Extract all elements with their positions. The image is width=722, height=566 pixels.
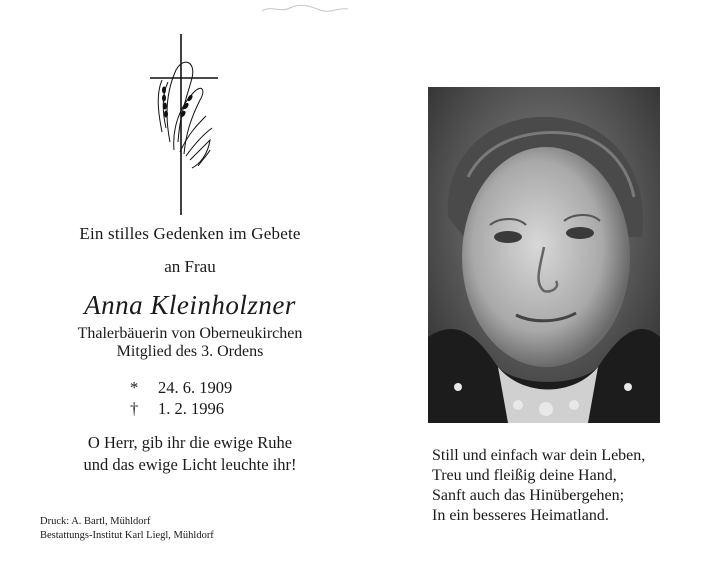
deceased-name: Anna Kleinholzner	[84, 290, 296, 320]
portrait-photo	[428, 87, 660, 423]
death-date: 1. 2. 1996	[158, 399, 224, 418]
prayer-line: und das ewige Licht leuchte ihr!	[83, 455, 297, 474]
poem	[432, 446, 645, 526]
poem-line: Sanft auch das Hinübergehen;	[432, 487, 625, 504]
birth-date: 24. 6. 1909	[158, 378, 233, 397]
death-cross-icon: †	[130, 399, 139, 418]
salutation: an Frau	[164, 257, 216, 276]
death-date-row	[130, 399, 270, 419]
birth-date-row	[130, 378, 270, 398]
poem-line: In ein besseres Heimatland.	[432, 507, 609, 524]
occupation: Thalerbäuerin von Oberneukirchen	[77, 325, 303, 342]
poem-line: Treu und fleißig deine Hand,	[432, 467, 617, 484]
poem-line: Still und einfach war dein Leben,	[432, 447, 646, 464]
cross-with-wheat-icon	[140, 32, 230, 217]
printer-credit: Druck: A. Bartl, Mühldorf	[40, 516, 151, 527]
birth-star-icon: *	[130, 378, 139, 397]
undertaker-credit: Bestattungs-Institut Karl Liegl, Mühldorf	[40, 530, 214, 541]
prayer-line: O Herr, gib ihr die ewige Ruhe	[87, 433, 293, 452]
scan-mark	[260, 2, 350, 16]
membership: Mitglied des 3. Ordens	[116, 343, 264, 360]
memorial-heading: Ein stilles Gedenken im Gebete	[79, 224, 301, 243]
